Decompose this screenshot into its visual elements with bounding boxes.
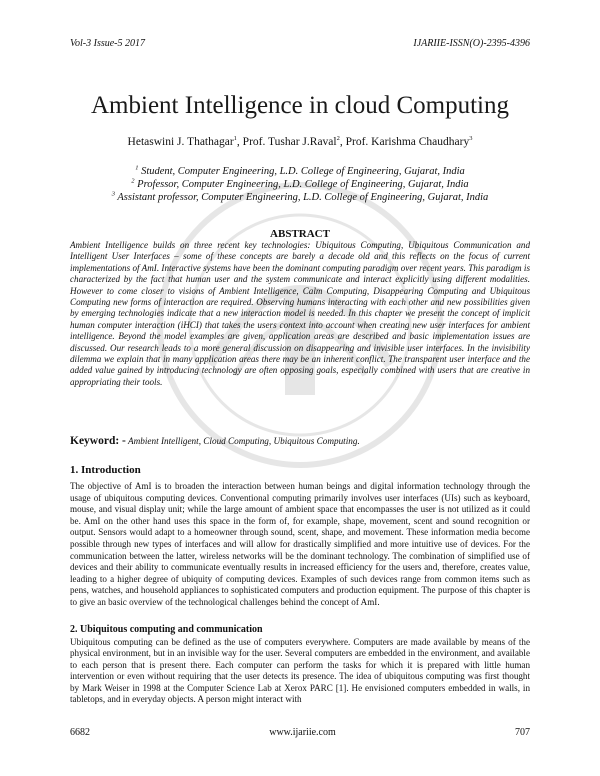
section-heading-introduction: 1. Introduction xyxy=(70,464,141,476)
affiliation-text: Student, Computer Engineering, L.D. College of Engineering, Gujarat, India xyxy=(141,166,465,177)
abstract-heading: ABSTRACT xyxy=(270,228,330,240)
affiliation xyxy=(0,192,600,203)
keyword-label: Keyword: - xyxy=(70,435,126,447)
footer-paper-id: 6682 xyxy=(70,727,90,738)
author-mark: 2 xyxy=(336,135,340,143)
author-name: Prof. Tushar J.Raval xyxy=(242,136,337,148)
author-mark: 3 xyxy=(469,135,473,143)
affiliation-text: Professor, Computer Engineering, L.D. College of Engineering, Gujarat, India xyxy=(137,179,469,190)
affiliation xyxy=(0,166,600,177)
affiliation xyxy=(0,179,600,190)
page-footer xyxy=(70,727,530,738)
header-issn: IJARIIE-ISSN(O)-2395-4396 xyxy=(413,38,530,49)
abstract-text: Ambient Intelligence builds on three recent key technologies: Ubiquitous Computing, Ubiquitous Communication and Intelligent User Interfaces – some of these concepts are barely a decade old and this reflects on the focus of current implementations of AmI. Interactive systems have been the dominant computing paradigm over recent years. This paradigm is characterized by the fact that human user and the system communicate and interact explicitly using different modalities. However to come closer to visions of Ambient Intelligence, Calm Computing, Disappearing Computing and Ubiquitous Computing new forms of interaction are required. Observing humans interacting with each other and new possibilities given by emerging technologies indicate that a new interaction model is needed. In this chapter we present the concept of implicit human computer interaction (iHCI) that takes the users context into account when creating new user interfaces for ambient intelligence. Beyond the model examples are given, application areas are described and basic implementation issues are discussed. Our research leads to a more general discussion on disappearing and invisible user interfaces. In the invisibility dilemma we explain that in many application areas there may be an inherent conflict. The transparent user interface and the added value gained by introducing technology are often opposing goals, especially combined with users that are creative in appropriating their tools. xyxy=(70,240,530,387)
header-volume: Vol-3 Issue-5 2017 xyxy=(70,38,145,49)
footer-website: www.ijariie.com xyxy=(269,727,336,738)
running-header xyxy=(70,38,530,49)
affiliation-text: Assistant professor, Computer Engineering, L.D. College of Engineering, Gujarat, India xyxy=(117,192,489,203)
keyword-text: Ambient Intelligent, Cloud Computing, Ubiquitous Computing. xyxy=(128,436,360,446)
paper-title: Ambient Intelligence in cloud Computing xyxy=(91,92,509,119)
affiliation-mark: 1 xyxy=(135,164,139,172)
author-name: Prof. Karishma Chaudhary xyxy=(345,136,470,148)
footer-page-number: 707 xyxy=(515,727,530,738)
introduction-text: The objective of AmI is to broaden the interaction between human beings and digital information technology through the usage of ubiquitous computing devices. Conventional computing primarily involves user interfaces (UIs) such as keyboard, mouse, and visual display unit; while the large amount of ambient space that encompasses the user is not utilized as it could be. AmI on the other hand uses this space in the form of, for example, shape, movement, scent and sound recognition or output. Sensors would adapt to a homeowner through sound, scent, shape, and movement. These information media become possible through new types of interfaces and will allow for drastically simplified and more intuitive use of devices. For the communication between the latter, wireless networks will be the dominant technology. The combination of simplified use of devices and their ability to communicate eventually results in increased efficiency for the users and, therefore, creates value, leading to a higher degree of ubiquity of computing devices. Examples of such devices range from common items such as pens, watches, and household appliances to sophisticated computers and production equipment. The purpose of this chapter is to give an basic overview of the technological challenges behind the concept of AmI. xyxy=(70,481,530,607)
author-name: Hetaswini J. Thathagar xyxy=(127,136,234,148)
affiliation-mark: 3 xyxy=(111,190,115,198)
section-heading-ubiquitous: 2. Ubiquitous computing and communication xyxy=(70,624,263,635)
keywords xyxy=(70,435,530,447)
ubiquitous-text: Ubiquitous computing can be defined as the use of computers everywhere. Computers are made available by means of the physical environment, but in an invisible way for the user. Several computers are embedded in the environment, and available to each person that is present there. Each computer can perform the tasks for which it is prepared with little human intervention or even without requiring that the user detects its presence. The idea of ubiquitous computing was first thought by Mark Weiser in 1998 at the Computer Science Lab at Xerox PARC [1]. He envisioned computers embedded in walls, in tabletops, and in everyday objects. A person might interact with xyxy=(70,637,530,705)
affiliation-mark: 2 xyxy=(131,177,135,185)
author-line: Hetaswini J. Thathagar$^1$, Prof. Tushar J.Raval$^2$, Prof. Karishma Chaudhary$^3$ xyxy=(127,135,473,148)
author-mark: 1 xyxy=(233,135,237,143)
